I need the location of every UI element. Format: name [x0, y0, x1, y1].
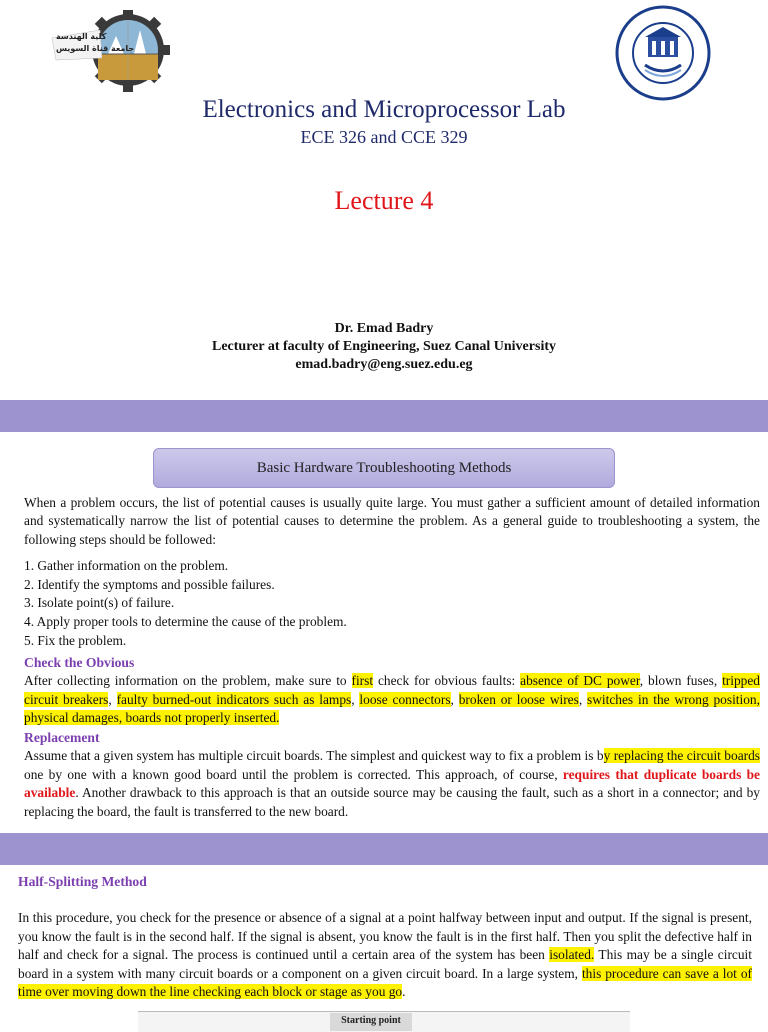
replacement-heading: Replacement: [24, 730, 100, 746]
half-splitting-page: [0, 865, 768, 1024]
highlighted-text: y replacing the circuit boards: [603, 748, 761, 764]
steps-list: [24, 557, 760, 650]
section-heading: Basic Hardware Troubleshooting Methods: [256, 459, 512, 476]
highlighted-text: first: [351, 673, 374, 689]
text-run: This may be a single circuit board in a system with many circuit boards or a component on a given circuit board. In a large system,: [18, 947, 752, 981]
author-block: [0, 320, 768, 374]
author-email: emad.badry@eng.suez.edu.eg: [295, 357, 473, 372]
page-separator: [0, 833, 768, 865]
title-page: [0, 0, 768, 400]
text-run: , blown fuses,: [639, 673, 723, 689]
emphasized-text: requires that duplicate boards be available: [24, 766, 760, 801]
list-item: 4. Apply proper tools to determine the cause of the problem.: [24, 614, 347, 629]
text-run: After collecting information on the problem, make sure to: [24, 673, 352, 689]
list-item: 5. Fix the problem.: [24, 632, 127, 648]
author-name: Dr. Emad Badry: [334, 321, 434, 336]
check-obvious-heading: Check the Obvious: [24, 655, 135, 671]
half-splitting-body: [18, 909, 752, 1002]
half-splitting-paragraph: [18, 909, 752, 1002]
intro-paragraph: When a problem occurs, the list of potential causes is usually quite large. You must gather a sufficient amount of detailed information and systematically narrow the list of potential causes to determine the problem. As a general guide to troubleshooting a system, the following steps should be followed:: [24, 495, 760, 547]
section-heading-box: [153, 448, 615, 488]
text-run: .: [402, 984, 406, 1000]
list-item: 2. Identify the symptoms and possible failures.: [24, 576, 275, 592]
highlighted-text: this procedure can save a lot of time over moving down the line checking each block or stage as you go: [18, 965, 752, 1000]
course-title-block: [0, 94, 768, 148]
text-run: . Another drawback to this approach is that an outside source may be causing the fault, such as a short in a connector; and by replacing the board, the fault is transferred to the new board.: [24, 785, 760, 819]
faculty-of-engineering-logo: [50, 10, 170, 92]
text-run: ,: [108, 691, 117, 707]
text-run: ,: [351, 691, 360, 707]
highlighted-text: loose connectors: [359, 691, 451, 707]
highlighted-text: absence of DC power: [520, 673, 640, 689]
text-run: check for obvious faults:: [373, 673, 521, 689]
author-position: Lecturer at faculty of Engineering, Suez Canal University: [211, 339, 556, 354]
lecture-number: Lecture 4: [334, 186, 434, 215]
list-item: 3. Isolate point(s) of failure.: [24, 595, 175, 611]
faculty-name-arabic: كلية الهندسة: [56, 32, 107, 41]
text-run: ,: [578, 691, 588, 707]
check-obvious-paragraph: [24, 672, 760, 727]
page-separator: [0, 400, 768, 432]
text-run: ,: [450, 691, 459, 707]
replacement-paragraph: [24, 747, 760, 821]
highlighted-text: switches in the wrong position, physical damages, boards not properly inserted.: [24, 691, 760, 725]
highlighted-text: broken or loose wires: [458, 691, 579, 707]
suez-canal-university-logo: [615, 5, 711, 101]
highlighted-text: faulty burned-out indicators such as lamps: [116, 691, 352, 707]
university-seal-icon: [615, 5, 711, 101]
university-name-arabic: جامعة قناة السويس: [56, 44, 135, 53]
course-title: Electronics and Microprocessor Lab: [202, 96, 566, 123]
course-codes: ECE 326 and CCE 329: [300, 127, 468, 147]
troubleshooting-page: [0, 432, 768, 833]
starting-point-label: Starting point: [330, 1013, 412, 1031]
text-run: Assume that a given system has multiple circuit boards. The simplest and quickest way to fix a problem is b: [24, 748, 604, 764]
list-item: 1. Gather information on the problem.: [24, 558, 229, 574]
text-run: one by one with a known good board until the problem is corrected. This approach, of course,: [24, 766, 563, 782]
highlighted-text: tripped circuit breakers: [24, 673, 761, 707]
text-run: In this procedure, you check for the presence or absence of a signal at a point halfway between input and output. If the signal is present, you know the fault is in the second half. If the signal is absent, you know the fault is in the first half. Then you split the defective half in half and check for a signal. The process is continued until a certain area of the system has been: [18, 910, 752, 963]
half-splitting-heading: Half-Splitting Method: [18, 874, 147, 889]
highlighted-text: isolated.: [549, 947, 595, 963]
section-body: [24, 494, 760, 821]
